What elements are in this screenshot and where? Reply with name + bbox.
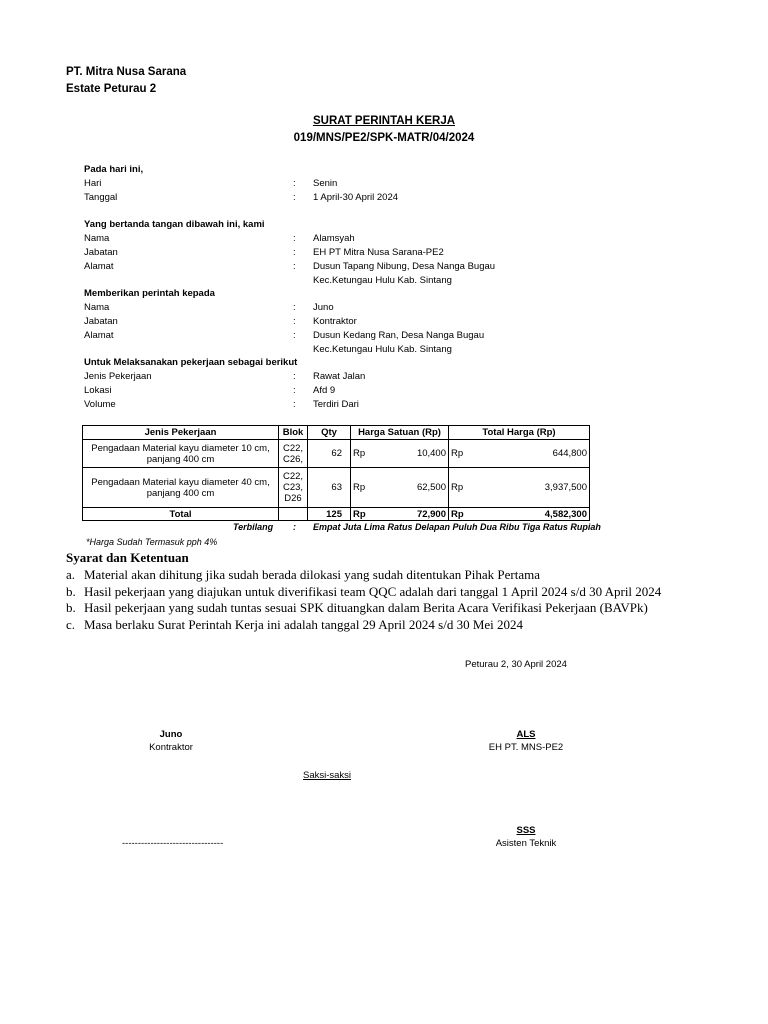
place-date: Peturau 2, 30 April 2024 [465, 659, 567, 670]
terms-item-text: Material akan dihitung jika sudah berada dilokasi yang sudah ditentukan Pihak Pertama [84, 567, 540, 582]
document-title: SURAT PERINTAH KERJA [312, 115, 456, 127]
field-value-hari: Senin [313, 178, 338, 189]
field-value-tanggal: 1 April-30 April 2024 [313, 192, 399, 203]
terms-item [66, 567, 540, 583]
field-colon: : [293, 261, 296, 272]
item-total-price: 3,937,500 [469, 468, 590, 508]
item-total-price: 644,800 [469, 440, 590, 468]
field-colon: : [293, 192, 296, 203]
terms-item-letter: b. [66, 584, 76, 599]
field-label: Volume [84, 399, 116, 410]
witness-left-signature-line: -------------------------------- [122, 838, 224, 849]
signer-heading: Yang bertanda tangan dibawah ini, kami [84, 219, 265, 230]
total-blok-empty [279, 508, 308, 521]
item-price-currency: Rp [351, 468, 375, 508]
table-header-row [83, 426, 590, 440]
item-qty: 62 [308, 440, 351, 468]
terms-item-letter: a. [66, 567, 76, 582]
terms-item [66, 584, 661, 600]
opening-heading: Pada hari ini, [84, 164, 144, 175]
terms-item-text: Hasil pekerjaan yang sudah tuntas sesuai SPK dituangkan dalam Berita Acara Verifikasi Pekerjaan (BAVPk) [84, 600, 648, 615]
item-blok: C22, C23, D26 [279, 468, 308, 508]
terbilang-colon: : [293, 522, 296, 532]
field-value-signer-position: EH PT Mitra Nusa Sarana-PE2 [313, 247, 444, 258]
field-value-volume: Terdiri Dari [313, 399, 359, 410]
table-total-row [83, 508, 590, 521]
item-unit-price: 62,500 [375, 468, 449, 508]
column-header: Qty [308, 426, 351, 440]
signature-right-role: EH PT. MNS-PE2 [488, 742, 564, 753]
total-currency: Rp [449, 508, 469, 521]
item-unit-price: 10,400 [375, 440, 449, 468]
field-colon: : [293, 178, 296, 189]
document-number: 019/MNS/PE2/SPK-MATR/04/2024 [293, 132, 475, 144]
field-value-signer-name: Alamsyah [313, 233, 355, 244]
field-value-recipient-address-2: Kec.Ketungau Hulu Kab. Sintang [313, 344, 452, 355]
field-colon: : [293, 247, 296, 258]
terms-item-text: Hasil pekerjaan yang diajukan untuk diverifikasi team QQC adalah dari tanggal 1 April 2024 s/d 30 April 2024 [84, 584, 662, 599]
item-blok: C22, C26, [279, 440, 308, 468]
item-total-currency: Rp [449, 468, 469, 508]
column-header: Blok [279, 426, 308, 440]
company-name: PT. Mitra Nusa Sarana [66, 66, 187, 78]
field-label: Hari [84, 178, 102, 189]
witness-right-role: Asisten Teknik [495, 838, 557, 849]
field-value-recipient-name: Juno [313, 302, 334, 313]
column-header: Jenis Pekerjaan [83, 426, 279, 440]
field-value-location: Afd 9 [313, 385, 336, 396]
terms-heading: Syarat dan Ketentuan [66, 550, 189, 565]
field-colon: : [293, 302, 296, 313]
work-heading: Untuk Melaksanakan pekerjaan sebagai berikut [84, 357, 298, 368]
field-colon: : [293, 399, 296, 410]
field-value-recipient-address: Dusun Kedang Ran, Desa Nanga Bugau [313, 330, 485, 341]
terbilang-label: Terbilang [233, 522, 274, 532]
field-label: Lokasi [84, 385, 112, 396]
field-label: Jabatan [84, 247, 118, 258]
signature-left-role: Kontraktor [149, 742, 193, 753]
tax-note: *Harga Sudah Termasuk pph 4% [86, 537, 218, 547]
terms-item-letter: c. [66, 617, 76, 632]
terms-item [66, 600, 648, 616]
field-colon: : [293, 385, 296, 396]
item-total-currency: Rp [449, 440, 469, 468]
field-colon: : [293, 233, 296, 244]
field-colon: : [293, 371, 296, 382]
terms-item-text: Masa berlaku Surat Perintah Kerja ini adalah tanggal 29 April 2024 s/d 30 Mei 2024 [84, 617, 524, 632]
item-qty: 63 [308, 468, 351, 508]
grand-total: 4,582,300 [469, 508, 590, 521]
total-label: Total [83, 508, 279, 521]
terbilang-value: Empat Juta Lima Ratus Delapan Puluh Dua Ribu Tiga Ratus Rupiah [313, 522, 601, 532]
item-description: Pengadaan Material kayu diameter 10 cm, panjang 400 cm [83, 440, 279, 468]
field-label: Alamat [84, 261, 114, 272]
field-label: Nama [84, 233, 110, 244]
estate-name: Estate Peturau 2 [66, 83, 157, 95]
total-qty: 125 [308, 508, 351, 521]
field-label: Jabatan [84, 316, 118, 327]
witness-right-name: SSS [516, 825, 536, 836]
field-value-signer-address-2: Kec.Ketungau Hulu Kab. Sintang [313, 275, 452, 286]
field-colon: : [293, 316, 296, 327]
witness-heading: Saksi-saksi [303, 770, 352, 781]
total-price-currency: Rp [351, 508, 375, 521]
column-header: Total Harga (Rp) [449, 426, 590, 440]
field-colon: : [293, 330, 296, 341]
signature-left-name: Juno [159, 729, 183, 740]
terms-item-letter: b. [66, 600, 76, 615]
signature-right-name: ALS [516, 729, 536, 740]
field-label: Tanggal [84, 192, 118, 203]
field-value-work-type: Rawat Jalan [313, 371, 366, 382]
field-label: Jenis Pekerjaan [84, 371, 152, 382]
work-items-table [82, 425, 590, 521]
item-price-currency: Rp [351, 440, 375, 468]
recipient-heading: Memberikan perintah kepada [84, 288, 215, 299]
column-header: Harga Satuan (Rp) [351, 426, 449, 440]
total-unit-price: 72,900 [375, 508, 449, 521]
table-row [83, 468, 590, 508]
field-label: Alamat [84, 330, 114, 341]
item-description: Pengadaan Material kayu diameter 40 cm, panjang 400 cm [83, 468, 279, 508]
field-value-recipient-position: Kontraktor [313, 316, 357, 327]
field-value-signer-address: Dusun Tapang Nibung, Desa Nanga Bugau [313, 261, 496, 272]
field-label: Nama [84, 302, 110, 313]
terms-item [66, 617, 523, 633]
table-row [83, 440, 590, 468]
